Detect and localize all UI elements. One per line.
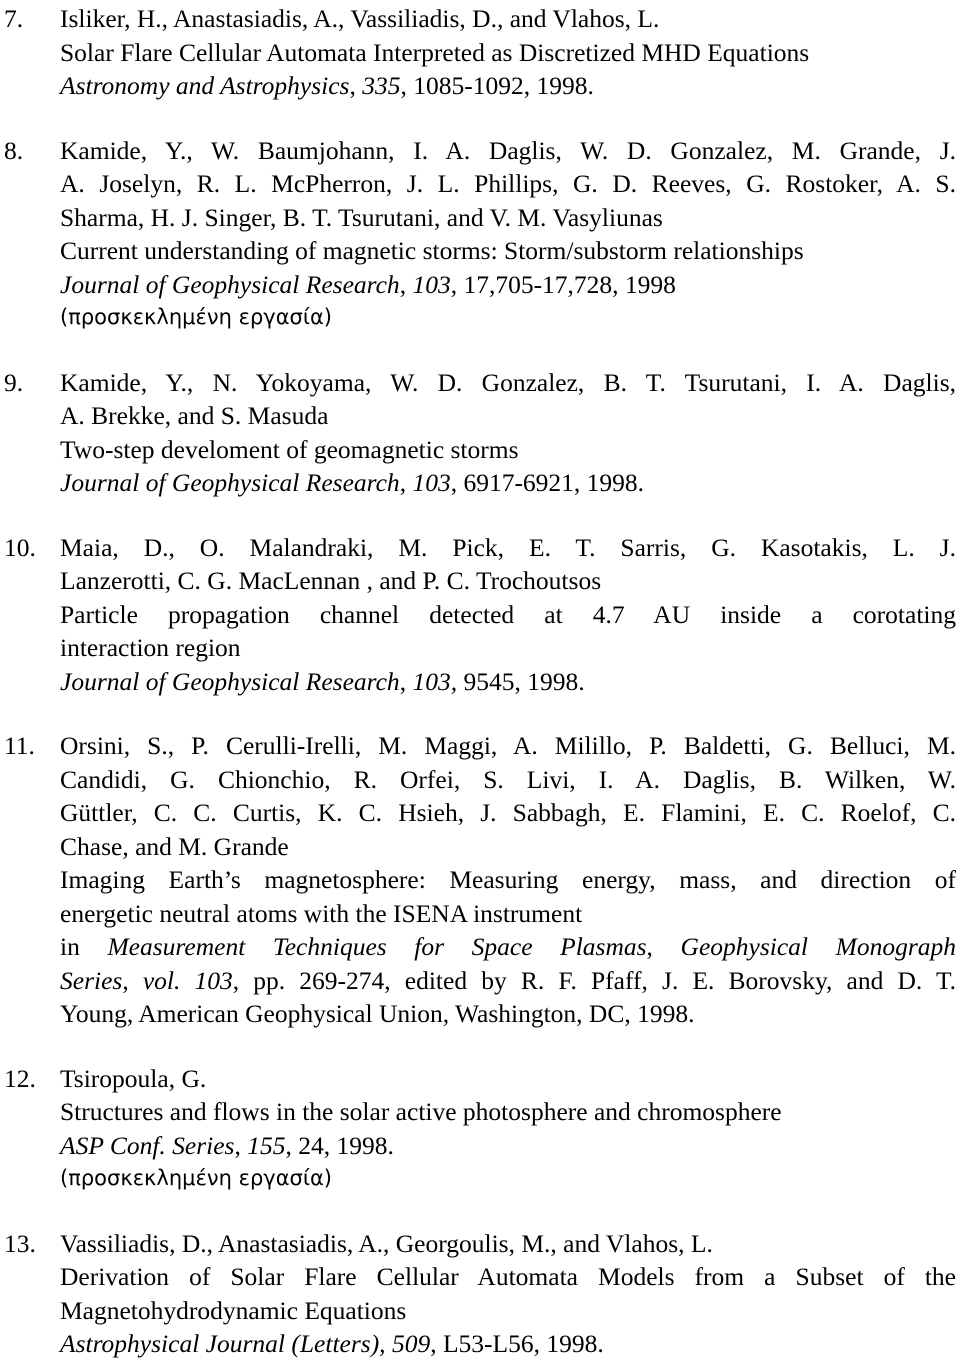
text-segment: Orsini, S., P. Cerulli-Irelli, M. Maggi, A. Milillo, P. Baldetti, G. Belluci, M. [60, 731, 956, 760]
reference-line [60, 36, 956, 70]
reference-body [60, 2, 956, 103]
reference-body [60, 1227, 956, 1361]
text-segment: , [399, 468, 413, 497]
text-segment: (προσκεκλημένη εργασία) [60, 1166, 332, 1190]
text-segment: Güttler, C. C. Curtis, K. C. Hsieh, J. Sabbagh, E. Flamini, E. C. Roelof, C. [60, 798, 956, 827]
reference-number: 9. [4, 367, 24, 397]
reference-line [60, 830, 956, 864]
reference-line [60, 564, 956, 598]
italic-text: Journal of Geophysical Research [60, 666, 400, 696]
text-segment: Chase, and M. Grande [60, 831, 289, 861]
reference-entry [0, 366, 956, 500]
reference-body [60, 366, 956, 500]
text-segment: A. Joselyn, R. L. McPherron, J. L. Phillips, G. D. Reeves, G. Rostoker, A. S. [60, 169, 956, 198]
reference-body [60, 1062, 956, 1196]
reference-line [60, 201, 956, 235]
text-segment: Current understanding of magnetic storms: Storm/substorm relationships [60, 236, 804, 265]
reference-line [60, 2, 956, 36]
text-segment: (προσκεκλημένη εργασία) [60, 305, 332, 329]
text-segment: Particle propagation channel detected at 4.7 AU inside a corotating [60, 599, 956, 629]
reference-line [60, 1129, 956, 1163]
reference-line [60, 466, 956, 500]
text-segment: 9545, 1998. [457, 666, 585, 696]
reference-entry [0, 1062, 956, 1196]
italic-text: Journal of Geophysical Research [60, 269, 400, 299]
reference-line [60, 167, 956, 201]
text-segment: , pp. 269-274, edited by R. F. Pfaff, J. E. Borovsky, and D. T. [232, 965, 957, 995]
reference-line [60, 268, 956, 302]
reference-entry [0, 1227, 956, 1361]
text-segment: , L53-L56, 1998. [430, 1329, 604, 1358]
reference-line [60, 665, 956, 699]
reference-line [60, 399, 956, 433]
italic-text: 103 [412, 269, 451, 299]
italic-text: Astrophysical Journal (Letters), [60, 1329, 386, 1358]
reference-line [60, 763, 956, 797]
text-segment: , [234, 1130, 248, 1160]
reference-number: 11. [4, 731, 35, 760]
text-segment: , 24, 1998. [285, 1130, 394, 1160]
reference-line [60, 1294, 956, 1328]
text-segment: Derivation of Solar Flare Cellular Automata Models from a Subset of the [60, 1262, 956, 1291]
reference-body [60, 729, 956, 1031]
reference-entry [0, 531, 956, 699]
text-segment: Solar Flare Cellular Automata Interpreted as Discretized MHD Equations [60, 37, 810, 67]
italic-text: Journal of Geophysical Research [60, 468, 400, 497]
reference-line [60, 1095, 956, 1129]
reference-entry [0, 2, 956, 103]
reference-line [60, 897, 956, 931]
text-segment: , [122, 965, 143, 995]
text-segment: , 1085-1092, 1998. [400, 71, 594, 100]
text-segment: Kamide, Y., W. Baumjohann, I. A. Daglis, W. D. Gonzalez, M. Grande, J. [60, 135, 956, 165]
text-segment: , [399, 666, 413, 696]
text-segment: , 6917-6921, 1998. [450, 468, 645, 497]
text-segment: Magnetohydrodynamic Equations [60, 1295, 407, 1325]
italic-text: 335 [362, 71, 401, 100]
reference-number: 12. [4, 1063, 36, 1093]
italic-text: ASP Conf. Series [60, 1130, 235, 1160]
reference-line [60, 134, 956, 168]
text-segment: Candidi, G. Chionchio, R. Orfei, S. Livi, I. A. Daglis, B. Wilken, W. [60, 764, 956, 794]
reference-line [60, 997, 956, 1031]
reference-line [60, 930, 956, 964]
reference-line [60, 598, 956, 632]
reference-line [60, 234, 956, 268]
text-segment: Sharma, H. J. Singer, B. T. Tsurutani, and V. M. Vasyliunas [60, 202, 663, 232]
italic-text: Geophysical Monograph [680, 932, 957, 961]
text-segment: , 17,705-17,728, 1998 [450, 269, 676, 299]
reference-line [60, 1227, 956, 1261]
text-segment: Two-step develoment of geomagnetic storms [60, 434, 519, 464]
text-segment: A. Brekke, and S. Masuda [60, 401, 329, 430]
reference-line [60, 531, 956, 565]
text-segment: interaction region [60, 633, 241, 662]
text-segment: Tsiropoula, G. [60, 1063, 207, 1093]
reference-line [60, 433, 956, 467]
reference-line [60, 366, 956, 400]
text-segment: Maia, D., O. Malandraki, M. Pick, E. T. Sarris, G. Kasotakis, L. J. [60, 532, 956, 562]
italic-text: 155 [247, 1130, 286, 1160]
text-segment: , [646, 932, 681, 961]
text-segment: Kamide, Y., N. Yokoyama, W. D. Gonzalez, B. T. Tsurutani, I. A. Daglis, [60, 367, 956, 397]
reference-line [60, 1062, 956, 1096]
reference-line [60, 729, 956, 763]
reference-note [60, 1162, 956, 1196]
italic-text: 103, [412, 666, 458, 696]
reference-line [60, 69, 956, 103]
reference-line [60, 1260, 956, 1294]
reference-number: 13. [4, 1228, 36, 1258]
text-segment: , [399, 269, 413, 299]
text-segment: Isliker, H., Anastasiadis, A., Vassiliadis, D., and Vlahos, L. [60, 4, 660, 33]
italic-text: vol. 103 [142, 965, 233, 995]
text-segment: Imaging Earth’s magnetosphere: Measuring energy, mass, and direction of [60, 865, 956, 894]
italic-text: Measurement Techniques for Space Plasmas [107, 932, 647, 961]
text-segment: Young, American Geophysical Union, Washington, DC, 1998. [60, 999, 695, 1028]
text-segment: , [349, 71, 363, 100]
reference-line [60, 964, 956, 998]
text-segment: energetic neutral atoms with the ISENA instrument [60, 898, 583, 928]
text-segment: Structures and flows in the solar active photosphere and chromosphere [60, 1097, 782, 1126]
text-segment: in [60, 932, 108, 961]
reference-note [60, 301, 956, 335]
reference-body [60, 134, 956, 335]
reference-body [60, 531, 956, 699]
reference-entry [0, 134, 956, 335]
italic-text: Astronomy and Astrophysics [60, 71, 350, 100]
italic-text: 103 [412, 468, 451, 497]
reference-number: 7. [4, 4, 24, 33]
reference-entry [0, 729, 956, 1031]
reference-line [60, 863, 956, 897]
text-segment: Lanzerotti, C. G. MacLennan , and P. C. Trochoutsos [60, 566, 602, 595]
italic-text: Series [60, 965, 123, 995]
italic-text: 509 [391, 1329, 431, 1358]
reference-line [60, 631, 956, 665]
reference-line [60, 1327, 956, 1361]
reference-number: 8. [4, 135, 24, 165]
text-segment: Vassiliadis, D., Anastasiadis, A., Georgoulis, M., and Vlahos, L. [60, 1228, 713, 1258]
reference-number: 10. [4, 532, 36, 562]
reference-line [60, 796, 956, 830]
